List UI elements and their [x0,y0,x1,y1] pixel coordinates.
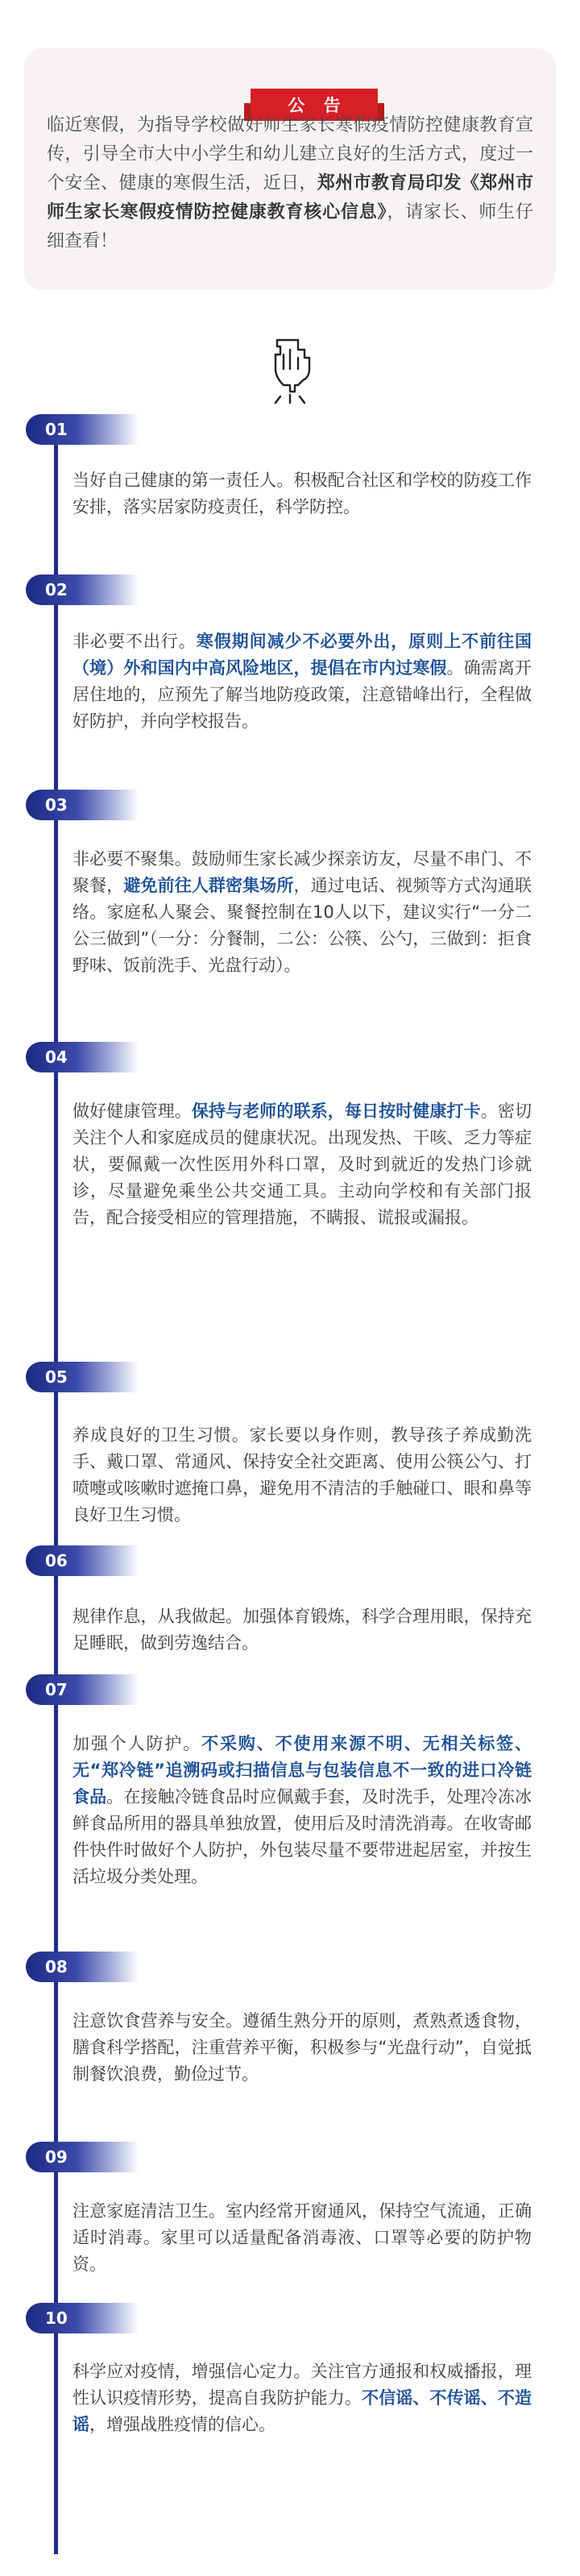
item-number-badge [26,1952,139,1982]
item-text [72,1731,532,1890]
item-text [72,2008,532,2088]
item-number: 05 [45,1367,68,1387]
body-text: 当好自己健康的第一责任人。积极配合社区和学校的防疫工作安排，落实居家防疫责任，科学防控。 [72,471,532,516]
item-number-badge [26,790,139,820]
body-text: 加强个人防护。 [72,1734,202,1753]
item-text [72,846,532,979]
notice-title: 公 告 [251,89,378,121]
item-number-badge [26,414,139,445]
item-text [72,2198,532,2278]
body-text: 。确需离开居住地的，应预先了解当地防疫政策，注意错峰出行，全程做好防护，并向学校报告。 [72,658,532,731]
body-text: 养成良好的卫生习惯。家长要以身作则，教导孩子养成勤洗手、戴口罩、常通风、保持安全社交距离、使用公筷公勺、打喷嚏或咳嗽时遮掩口鼻，避免用不清洁的手触碰口、眼和鼻等良好卫生习惯。 [72,1425,532,1524]
body-text: 科学应对疫情，增强信心定力。关注官方通报和权威播报，理性认识疫情形势，提高自我防护能力。 [72,2362,532,2408]
notice-bold: 郑州市教育局印发《郑州市师生家长寒假疫情防控健康教育核心信息》 [47,173,533,222]
item-number-badge [26,1674,139,1705]
item-number: 04 [45,1047,68,1067]
item-text [72,1098,532,1231]
item-number: 06 [45,1551,68,1570]
item-number: 09 [45,2147,68,2167]
highlight-text: 保持与老师的联系，每日按时健康打卡 [191,1101,481,1121]
body-text: ，通过电话、视频等方式沟通联络。家庭私人聚会、聚餐控制在10人以下，建议实行“一分二公三做到”（一分：分餐制，二公：公筷、公勺，三做到：拒食野味、饭前洗手、光盘行动）。 [72,876,532,975]
body-text: 非必要不聚集。鼓励师生家长减少探亲访友，尽量不串门、不聚餐， [72,849,532,895]
item-number: 02 [45,580,68,599]
timeline-line [54,427,58,2554]
highlight-text: 寒假期间减少不必要外出，原则上不前往国（境）外和国内中高风险地区，提倡在市内过寒假 [72,632,532,678]
item-number: 03 [45,795,68,815]
body-text: 注意饮食营养与安全。遵循生熟分开的原则，煮熟煮透食物，膳食科学搭配，注重营养平衡，积极参与“光盘行动”，自觉抵制餐饮浪费，勤俭过节。 [72,2011,532,2084]
body-text: 。在接触冷链食品时应佩戴手套，及时洗手，处理冷冻冰鲜食品所用的器具单独放置，使用后及时清洗消毒。在收寄邮件快件时做好个人防护，外包装尽量不要带进起居室，并按生活垃圾分类处理。 [72,1787,532,1886]
item-number-badge [26,575,139,605]
item-text [72,1422,532,1529]
item-number: 01 [45,420,68,439]
highlight-text: 不信谣、不传谣、不造谣 [72,2388,532,2434]
item-number-badge [26,2303,139,2333]
body-text: 规律作息，从我做起。加强体育锻炼，科学合理用眼，保持充足睡眠，做到劳逸结合。 [72,1607,532,1653]
item-text [72,467,532,521]
item-number-badge [26,1545,139,1576]
body-text: 注意家庭清洁卫生。室内经常开窗通风，保持空气流通，正确适时消毒。家里可以适量配备消毒液、口罩等必要的防护物资。 [72,2201,532,2274]
body-text: ，增强战胜疫情的信心。 [89,2415,276,2434]
body-text: 。密切关注个人和家庭成员的健康状况。出现发热、干咳、乏力等症状，要佩戴一次性医用外科口罩，及时到就近的发热门诊就诊，尽量避免乘坐公共交通工具。主动向学校和有关部门报告，配合接受相应的管理措施，不瞒报、谎报或漏报。 [72,1101,532,1227]
notice-end: ，请家长、师生仔细查看！ [47,202,533,251]
notice-body [47,111,533,256]
pointing-hand-icon [266,337,314,404]
item-number: 10 [45,2308,68,2328]
item-number-badge [26,1042,139,1072]
item-number: 07 [45,1680,68,1699]
item-number: 08 [45,1957,68,1977]
item-number-badge [26,2142,139,2172]
notice-intro: 临近寒假，为指导学校做好师生家长寒假疫情防控健康教育宣传，引导全市大中小学生和幼儿建立良好的生活方式，度过一个安全、健康的寒假生活，近日， [47,115,533,193]
body-text: 做好健康管理。 [72,1101,192,1121]
highlight-text: 避免前往人群密集场所 [123,876,294,895]
body-text: 非必要不出行。 [72,632,197,651]
item-text [72,628,532,735]
item-text [72,2358,532,2438]
item-text [72,1603,532,1657]
highlight-text: 不采购、不使用来源不明、无相关标签、无“郑冷链”追溯码或扫描信息与包装信息不一致的进口冷链食品 [72,1734,532,1807]
item-number-badge [26,1362,139,1392]
